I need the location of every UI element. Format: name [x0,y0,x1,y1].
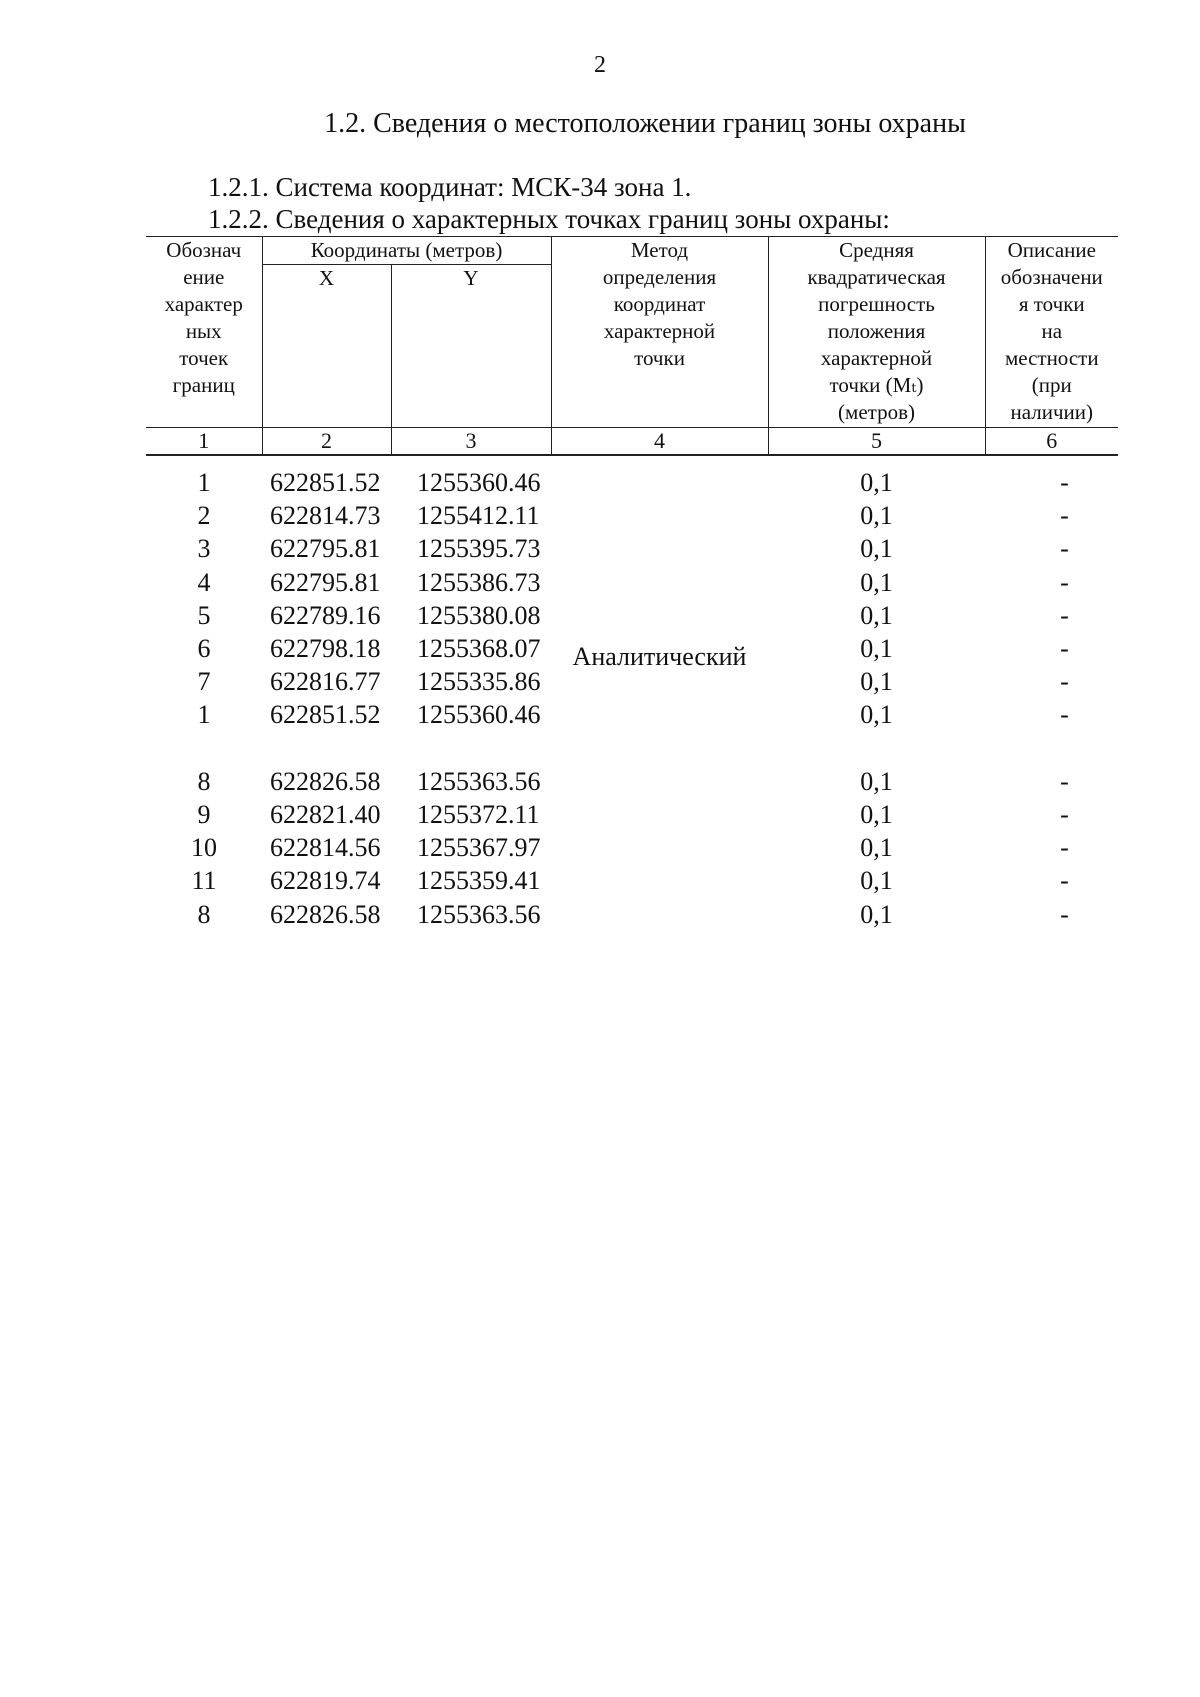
point-cell: 6 [197,634,211,664]
point-cell: 11 [191,866,217,896]
error-cell: 0,1 [860,534,893,564]
description-cell: - [1060,501,1069,531]
y-cell: 1255360.46 [417,700,541,730]
y-cell: 1255412.11 [417,501,540,531]
description-cell: - [1060,866,1069,896]
col-number-3: 3 [391,428,551,456]
y-cell: 1255368.07 [417,634,541,664]
x-cell: 622821.40 [270,800,381,830]
error-cell: 0,1 [860,634,893,664]
point-cell: 4 [197,567,211,597]
x-cell: 622798.18 [270,634,381,664]
x-cell: 622851.52 [270,700,381,730]
description-cell: - [1060,667,1069,697]
x-cell: 622814.73 [270,501,381,531]
error-cell: 0,1 [860,899,893,929]
x-cell: 622819.74 [270,866,381,896]
x-cell [262,732,391,765]
description-cell: - [1060,700,1069,730]
error-cell: 0,1 [860,600,893,630]
y-cell: 1255363.56 [417,766,541,796]
y-cell: 1255335.86 [417,667,541,697]
description-cell [985,732,1118,765]
description-cell: - [1060,634,1069,664]
x-cell: 622795.81 [270,534,381,564]
x-cell: 622851.52 [270,468,381,497]
x-cell: 622789.16 [270,600,381,630]
header-error: Средняя квадратическая погрешность положения характерной точки (Mₜ) (метров) [768,237,985,428]
description-cell: - [1060,600,1069,630]
point-cell: 1 [197,700,211,730]
error-cell: 0,1 [860,766,893,796]
page-number: 2 [594,52,606,78]
section-title: 1.2. Сведения о местоположении границ зоны охраны [324,108,966,139]
point-cell: 8 [197,766,211,796]
header-x: X [262,265,391,428]
point-cell: 1 [197,468,211,497]
description-cell: - [1060,833,1069,863]
y-cell: 1255372.11 [417,800,540,830]
header-y: Y [391,265,551,428]
error-cell: 0,1 [860,501,893,531]
error-cell [768,732,985,765]
error-cell: 0,1 [860,667,893,697]
point-cell: 7 [197,667,211,697]
description-cell: - [1060,468,1069,497]
point-cell: 5 [197,600,211,630]
error-cell: 0,1 [860,800,893,830]
x-cell: 622814.56 [270,833,381,863]
x-cell: 622826.58 [270,766,381,796]
col-number-1: 1 [146,428,262,456]
y-cell: 1255367.97 [417,833,541,863]
description-cell: - [1060,800,1069,830]
error-cell: 0,1 [860,866,893,896]
col-number-4: 4 [551,428,768,456]
coord-system-line: 1.2.1. Система координат: МСК-34 зона 1. [208,172,692,202]
point-cell: 2 [197,501,211,531]
x-cell: 622826.58 [270,899,381,929]
header-description: Описание обозначени я точки на местности (при наличии) [985,237,1118,428]
y-cell: 1255380.08 [417,600,541,630]
col-number-2: 2 [262,428,391,456]
points-table [146,466,1118,931]
description-cell: - [1060,899,1069,929]
y-cell: 1255359.41 [417,866,541,896]
y-cell [391,732,551,765]
y-cell: 1255386.73 [417,567,541,597]
error-cell: 0,1 [860,468,893,497]
description-cell: - [1060,534,1069,564]
col-number-6: 6 [985,428,1118,456]
error-cell: 0,1 [860,567,893,597]
error-cell: 0,1 [860,700,893,730]
description-cell: - [1060,567,1069,597]
description-cell: - [1060,766,1069,796]
y-cell: 1255360.46 [417,468,541,497]
points-title-line: 1.2.2. Сведения о характерных точках границ зоны охраны: [208,204,890,234]
point-cell: 3 [197,534,211,564]
point-cell: 10 [191,833,217,863]
x-cell: 622816.77 [270,667,381,697]
header-method: Метод определения координат характерной точки [551,237,768,428]
header-point-designation: Обознач ение характер ных точек границ [146,237,262,428]
y-cell: 1255395.73 [417,534,541,564]
error-cell: 0,1 [860,833,893,863]
y-cell: 1255363.56 [417,899,541,929]
table-header [146,236,1118,456]
point-cell: 9 [197,800,211,830]
x-cell: 622795.81 [270,567,381,597]
point-cell [146,732,262,765]
point-cell: 8 [197,899,211,929]
table-row [146,466,1118,499]
method-cell: Аналитический [572,641,747,671]
header-coordinates: Координаты (метров) [262,237,551,265]
col-number-5: 5 [768,428,985,456]
